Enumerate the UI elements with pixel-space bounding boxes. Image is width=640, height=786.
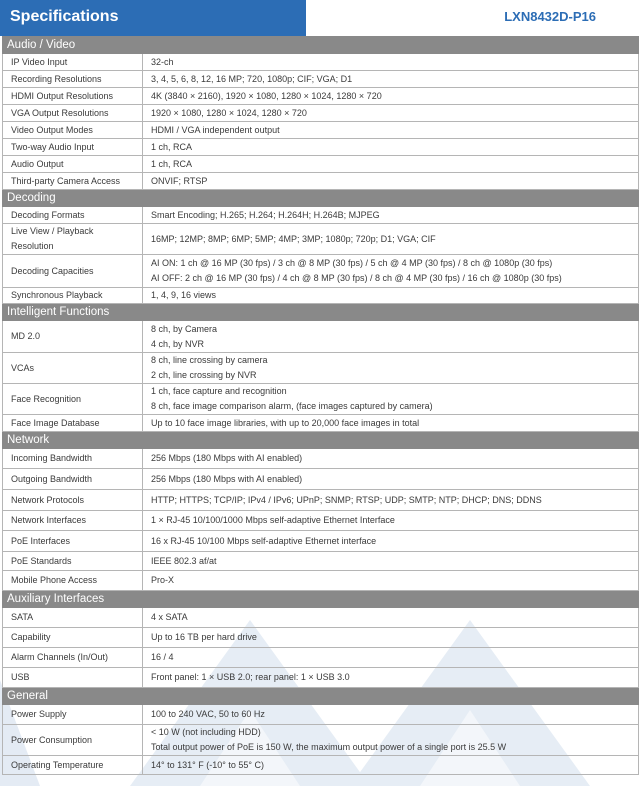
spec-value-line: 4 x SATA <box>151 612 188 622</box>
spec-value <box>143 756 639 775</box>
spec-row <box>3 384 639 415</box>
spec-row <box>3 71 639 88</box>
spec-row <box>3 531 639 552</box>
spec-label: Alarm Channels (In/Out) <box>3 648 143 668</box>
spec-label: MD 2.0 <box>3 321 143 353</box>
spec-row <box>3 490 639 511</box>
spec-row <box>3 288 639 304</box>
spec-value <box>143 705 639 725</box>
spec-value <box>143 88 639 105</box>
spec-value <box>143 321 639 353</box>
spec-label: Decoding Capacities <box>3 255 143 288</box>
spec-label: Operating Temperature <box>3 756 143 775</box>
spec-label: Network Interfaces <box>3 511 143 531</box>
spec-label: HDMI Output Resolutions <box>3 88 143 105</box>
spec-value <box>143 608 639 628</box>
spec-value <box>143 531 639 552</box>
spec-label: SATA <box>3 608 143 628</box>
spec-label: Face Image Database <box>3 415 143 432</box>
spec-value-line: 4K (3840 × 2160), 1920 × 1080, 1280 × 1024, 1280 × 720 <box>151 90 382 101</box>
spec-row <box>3 54 639 71</box>
spec-value-line: 256 Mbps (180 Mbps with AI enabled) <box>151 453 303 463</box>
spec-value <box>143 71 639 88</box>
spec-row <box>3 122 639 139</box>
model-number: LXN8432D-P16 <box>504 9 596 24</box>
spec-value <box>143 449 639 469</box>
spec-value-line: 256 Mbps (180 Mbps with AI enabled) <box>151 473 303 484</box>
section-title: Decoding <box>3 190 639 207</box>
spec-label: Face Recognition <box>3 384 143 415</box>
spec-value-line: 1, 4, 9, 16 views <box>151 290 217 300</box>
spec-value <box>143 415 639 432</box>
spec-label: Incoming Bandwidth <box>3 449 143 469</box>
section-header <box>3 304 639 321</box>
spec-value-line: 1920 × 1080, 1280 × 1024, 1280 × 720 <box>151 107 307 118</box>
section-title: General <box>3 688 639 705</box>
spec-value <box>143 255 639 288</box>
spec-table <box>2 36 639 775</box>
spec-value-line: Total output power of PoE is 150 W, the maximum output power of a single port is 25.5 W <box>151 742 507 752</box>
spec-label: PoE Interfaces <box>3 531 143 552</box>
spec-row <box>3 156 639 173</box>
spec-value <box>143 628 639 648</box>
spec-value-line: < 10 W (not including HDD) <box>151 727 261 737</box>
spec-value <box>143 725 639 756</box>
section-header <box>3 190 639 207</box>
spec-row <box>3 511 639 531</box>
spec-value-line: 16 x RJ-45 10/100 Mbps self-adaptive Ethernet interface <box>151 535 377 546</box>
spec-label: Live View / Playback Resolution <box>3 224 143 255</box>
section-title: Audio / Video <box>3 37 639 54</box>
spec-row <box>3 173 639 190</box>
spec-value-line: 8 ch, line crossing by camera <box>151 355 268 365</box>
spec-row <box>3 571 639 591</box>
spec-row <box>3 628 639 648</box>
spec-label: Outgoing Bandwidth <box>3 469 143 490</box>
spec-value-line: IEEE 802.3 af/at <box>151 555 217 566</box>
spec-value <box>143 384 639 415</box>
spec-value <box>143 668 639 688</box>
spec-value <box>143 54 639 71</box>
spec-label: Synchronous Playback <box>3 288 143 304</box>
spec-value-line: 32-ch <box>151 56 174 67</box>
spec-value <box>143 552 639 571</box>
section-header <box>3 688 639 705</box>
spec-value <box>143 353 639 384</box>
spec-value <box>143 139 639 156</box>
spec-row <box>3 705 639 725</box>
spec-value-line: 2 ch, line crossing by NVR <box>151 370 257 380</box>
spec-value-line: 1 ch, RCA <box>151 141 193 152</box>
spec-value-line: Up to 16 TB per hard drive <box>151 632 257 642</box>
spec-row <box>3 648 639 668</box>
spec-value-line: Smart Encoding; H.265; H.264; H.264H; H.264B; MJPEG <box>151 209 380 220</box>
spec-value <box>143 288 639 304</box>
spec-row <box>3 608 639 628</box>
section-title: Intelligent Functions <box>3 304 639 321</box>
spec-value <box>143 105 639 122</box>
spec-value-line: 14° to 131° F (-10° to 55° C) <box>151 759 264 770</box>
spec-row <box>3 207 639 224</box>
section-header <box>3 432 639 449</box>
spec-row <box>3 255 639 288</box>
spec-row <box>3 415 639 432</box>
spec-row <box>3 449 639 469</box>
spec-value-line: 100 to 240 VAC, 50 to 60 Hz <box>151 709 265 719</box>
spec-label: Recording Resolutions <box>3 71 143 88</box>
spec-value <box>143 648 639 668</box>
spec-row <box>3 668 639 688</box>
spec-value <box>143 207 639 224</box>
spec-label: Capability <box>3 628 143 648</box>
spec-value <box>143 511 639 531</box>
spec-value <box>143 490 639 511</box>
spec-value-line: 8 ch, face image comparison alarm, (face images captured by camera) <box>151 401 433 411</box>
spec-value-line: 8 ch, by Camera <box>151 323 218 334</box>
spec-row <box>3 88 639 105</box>
spec-label: Two-way Audio Input <box>3 139 143 156</box>
spec-label: Power Supply <box>3 705 143 725</box>
spec-label: VCAs <box>3 353 143 384</box>
spec-value-line: 1 ch, face capture and recognition <box>151 386 287 396</box>
page-header <box>0 0 640 36</box>
spec-label: Third-party Camera Access <box>3 173 143 190</box>
spec-row <box>3 353 639 384</box>
spec-value <box>143 571 639 591</box>
spec-row <box>3 552 639 571</box>
spec-label: PoE Standards <box>3 552 143 571</box>
spec-label: Power Consumption <box>3 725 143 756</box>
spec-value-line: 16 / 4 <box>151 652 174 662</box>
section-title: Network <box>3 432 639 449</box>
spec-value-line: Front panel: 1 × USB 2.0; rear panel: 1 × USB 3.0 <box>151 672 350 682</box>
spec-value-line: AI OFF: 2 ch @ 16 MP (30 fps) / 4 ch @ 8 MP (30 fps) / 8 ch @ 4 MP (30 fps) / 16 ch @ 1080p (30 fps) <box>151 273 562 283</box>
spec-row <box>3 105 639 122</box>
section-title: Auxiliary Interfaces <box>3 591 639 608</box>
spec-value-line: ONVIF; RTSP <box>151 175 208 186</box>
spec-row <box>3 224 639 255</box>
spec-label: Network Protocols <box>3 490 143 511</box>
spec-value-line: Up to 10 face image libraries, with up to 20,000 face images in total <box>151 417 420 428</box>
spec-row <box>3 321 639 353</box>
spec-value-line: Pro-X <box>151 575 175 585</box>
section-header <box>3 37 639 54</box>
spec-label: IP Video Input <box>3 54 143 71</box>
spec-value <box>143 224 639 255</box>
spec-row <box>3 725 639 756</box>
spec-row <box>3 469 639 490</box>
spec-label: USB <box>3 668 143 688</box>
spec-label: VGA Output Resolutions <box>3 105 143 122</box>
spec-value-line: 16MP; 12MP; 8MP; 6MP; 5MP; 4MP; 3MP; 1080p; 720p; D1; VGA; CIF <box>151 233 436 244</box>
spec-row <box>3 139 639 156</box>
spec-value <box>143 122 639 139</box>
page-title: Specifications <box>0 0 306 36</box>
spec-label: Mobile Phone Access <box>3 571 143 591</box>
section-header <box>3 591 639 608</box>
spec-value-line: 1 ch, RCA <box>151 158 193 169</box>
spec-value <box>143 173 639 190</box>
spec-value-line: HDMI / VGA independent output <box>151 124 280 135</box>
spec-value <box>143 469 639 490</box>
spec-label: Audio Output <box>3 156 143 173</box>
spec-value-line: 4 ch, by NVR <box>151 338 205 349</box>
spec-value-line: HTTP; HTTPS; TCP/IP; IPv4 / IPv6; UPnP; SNMP; RTSP; UDP; SMTP; NTP; DHCP; DNS; DDNS <box>151 494 542 505</box>
spec-value <box>143 156 639 173</box>
spec-value-line: 1 × RJ-45 10/100/1000 Mbps self-adaptive Ethernet Interface <box>151 515 395 525</box>
spec-label: Decoding Formats <box>3 207 143 224</box>
spec-value-line: 3, 4, 5, 6, 8, 12, 16 MP; 720, 1080p; CIF; VGA; D1 <box>151 73 353 84</box>
spec-label: Video Output Modes <box>3 122 143 139</box>
spec-row <box>3 756 639 775</box>
spec-value-line: AI ON: 1 ch @ 16 MP (30 fps) / 3 ch @ 8 MP (30 fps) / 5 ch @ 4 MP (30 fps) / 8 ch @ 1080p (30 fps) <box>151 258 553 268</box>
